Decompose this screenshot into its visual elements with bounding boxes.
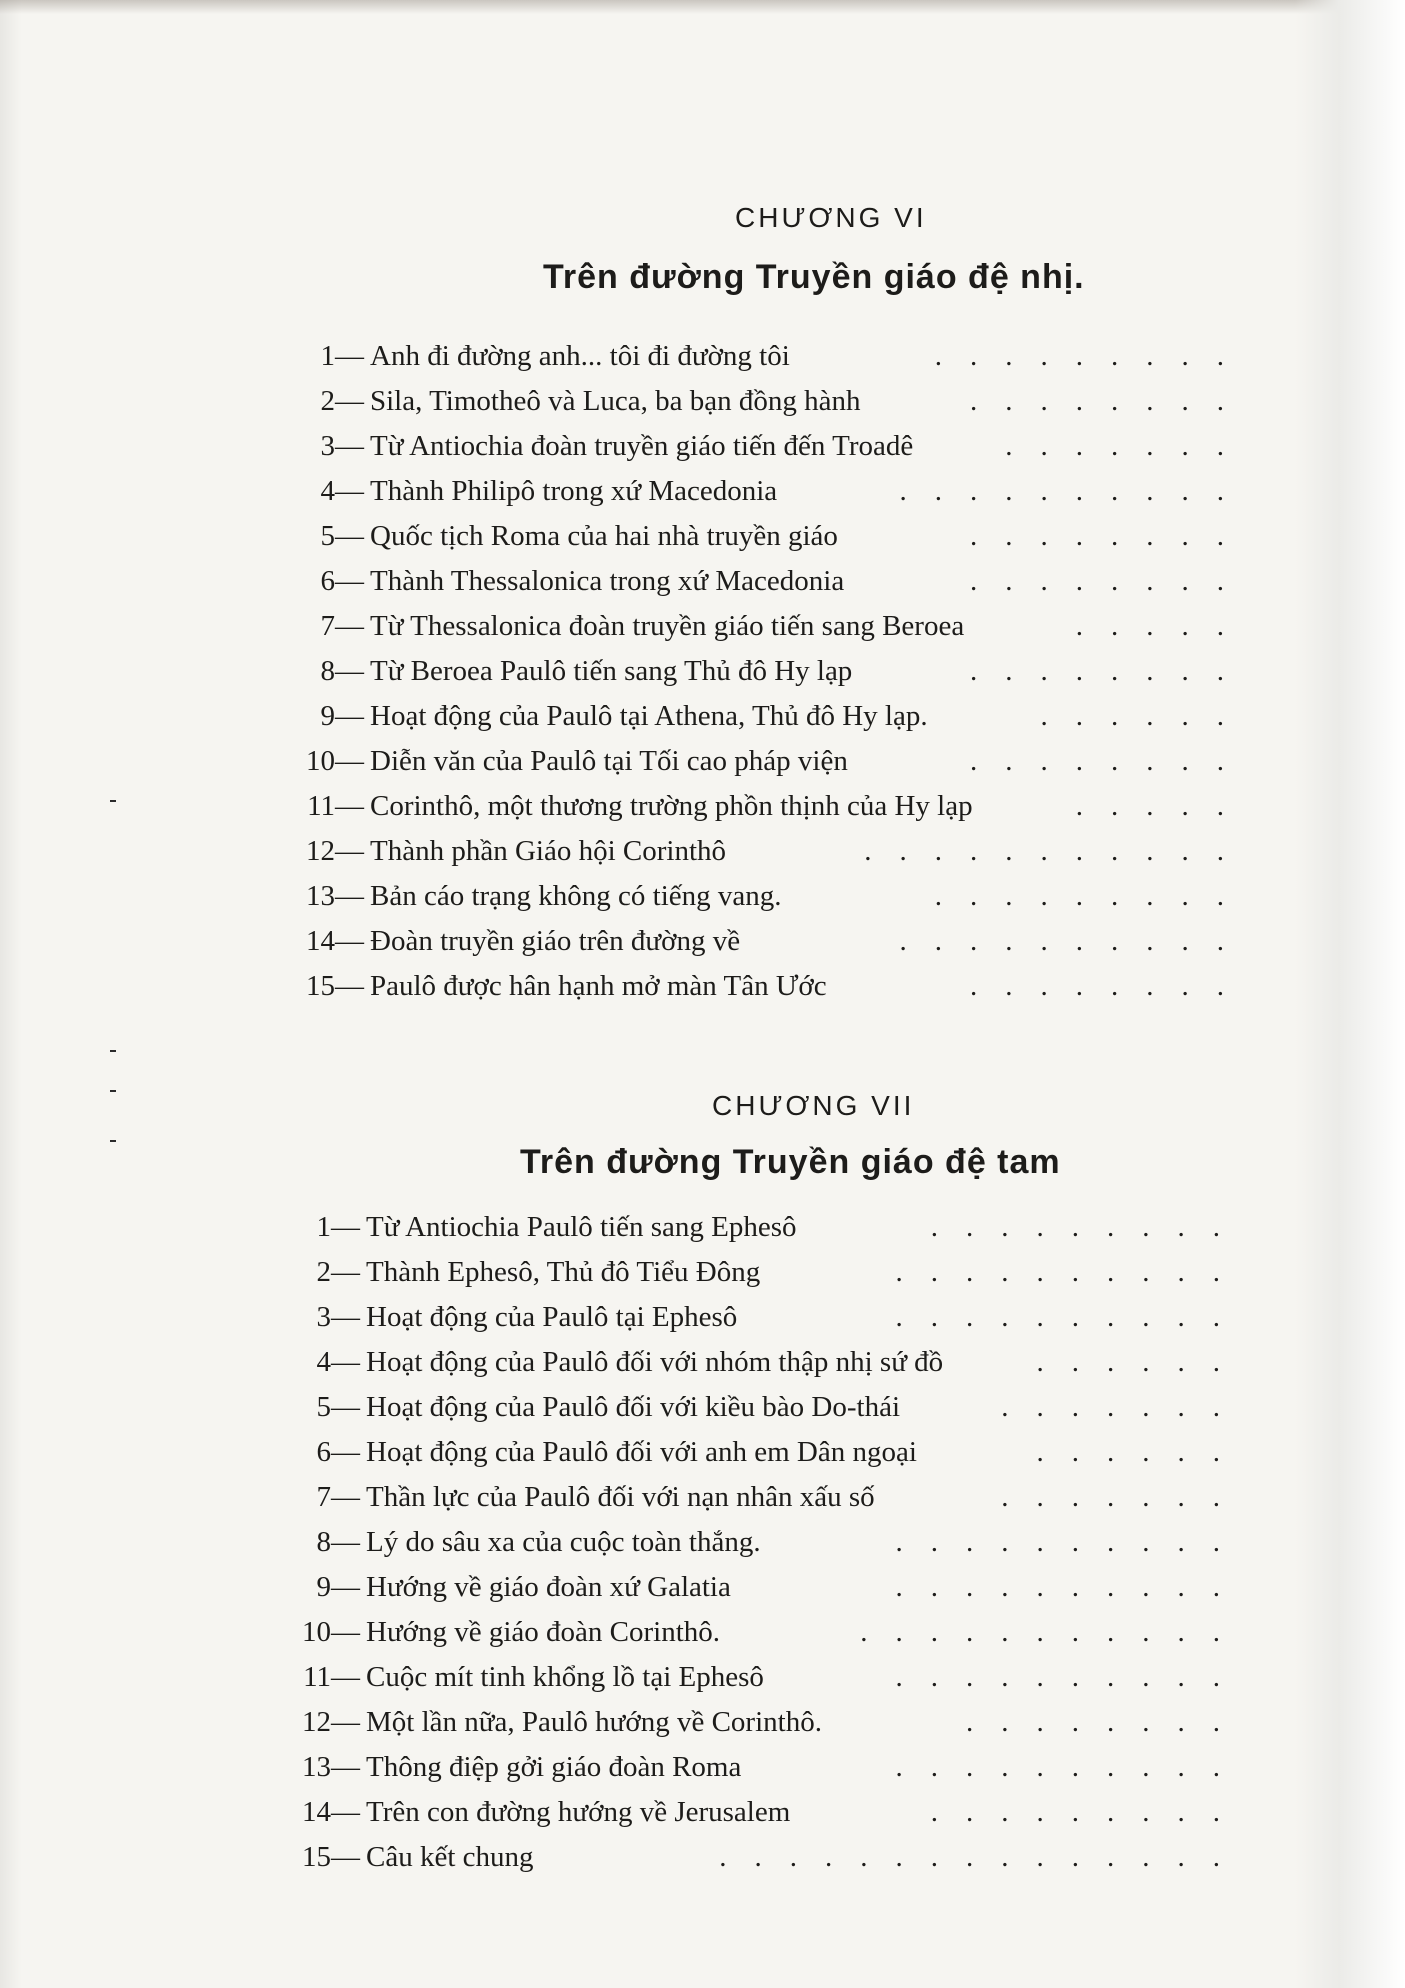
dot-leader: ..........: [899, 475, 1252, 507]
toc-entry: [288, 1340, 1248, 1385]
toc-entry: [292, 784, 1252, 829]
toc-list: [292, 334, 1252, 1009]
entry-number: 7—: [320, 610, 364, 642]
chapter-label: CHƯƠNG VII: [712, 1090, 915, 1121]
toc-entry: [292, 559, 1252, 604]
entry-number: 15—: [302, 1841, 360, 1873]
entry-number: 6—: [320, 565, 364, 597]
entry-title: Thành Philipô trong xứ Macedonia: [370, 475, 778, 507]
dot-leader: ..........: [895, 1571, 1248, 1603]
dot-leader: ........: [966, 1706, 1248, 1738]
toc-entry: [288, 1250, 1248, 1295]
entry-title: Sila, Timotheô và Luca, ba bạn đồng hành: [370, 385, 861, 417]
toc-entry: [288, 1520, 1248, 1565]
dot-leader: .......: [1001, 1481, 1248, 1513]
toc-entry: [288, 1475, 1248, 1520]
toc-entry: [288, 1655, 1248, 1700]
entry-number: 4—: [316, 1346, 360, 1378]
entry-number: 8—: [320, 655, 364, 687]
toc-list: [288, 1205, 1248, 1880]
dot-leader: ........: [970, 745, 1252, 777]
toc-entry: [292, 379, 1252, 424]
dot-leader: ........: [970, 655, 1252, 687]
entry-title: Câu kết chung: [366, 1841, 534, 1873]
entry-number: 10—: [302, 1616, 360, 1648]
dot-leader: ......: [1036, 1346, 1248, 1378]
entry-title: Anh đi đường anh... tôi đi đường tôi: [370, 340, 790, 372]
toc-entry: [292, 829, 1252, 874]
entry-title: Thành phần Giáo hội Corinthô: [370, 835, 727, 867]
toc-entry: [292, 649, 1252, 694]
dot-leader: ...............: [719, 1841, 1248, 1873]
entry-number: 14—: [302, 1796, 360, 1828]
entry-title: Đoàn truyền giáo trên đường về: [370, 925, 741, 957]
entry-title: Quốc tịch Roma của hai nhà truyền giáo: [370, 520, 838, 552]
entry-number: 6—: [316, 1436, 360, 1468]
entry-title: Cuộc mít tinh khổng lồ tại Ephesô: [366, 1661, 764, 1693]
dot-leader: .........: [930, 1211, 1248, 1243]
dot-leader: ..........: [895, 1256, 1248, 1288]
toc-entry: [292, 514, 1252, 559]
entry-title: Từ Thessalonica đoàn truyền giáo tiến sang Beroea: [370, 610, 965, 642]
entry-number: 11—: [303, 1661, 360, 1693]
entry-title: Trên con đường hướng về Jerusalem: [366, 1796, 791, 1828]
dot-leader: .........: [930, 1796, 1248, 1828]
entry-title: Lý do sâu xa của cuộc toàn thắng.: [366, 1526, 761, 1558]
dot-leader: ........: [970, 520, 1252, 552]
toc-entry: [292, 919, 1252, 964]
toc-entry: [292, 694, 1252, 739]
entry-title: Thành Ephesô, Thủ đô Tiểu Đông: [366, 1256, 761, 1288]
entry-number: 1—: [316, 1211, 360, 1243]
entry-number: 2—: [316, 1256, 360, 1288]
toc-entry: [288, 1700, 1248, 1745]
toc-entry: [288, 1790, 1248, 1835]
chapter-title: Trên đường Truyền giáo đệ tam: [520, 1143, 1061, 1181]
entry-number: 5—: [320, 520, 364, 552]
entry-number: 14—: [306, 925, 364, 957]
dot-leader: ........: [970, 970, 1252, 1002]
entry-number: 12—: [302, 1706, 360, 1738]
dot-leader: ..........: [895, 1751, 1248, 1783]
page-right-margin: [1295, 0, 1405, 1988]
chapter-title: Trên đường Truyền giáo đệ nhị.: [543, 258, 1085, 296]
dot-leader: .........: [934, 340, 1252, 372]
margin-mark: [110, 1050, 116, 1052]
entry-title: Bản cáo trạng không có tiếng vang.: [370, 880, 782, 912]
entry-title: Hoạt động của Paulô tại Athena, Thủ đô Hy lạp.: [370, 700, 928, 732]
dot-leader: ..........: [895, 1301, 1248, 1333]
entry-title: Thần lực của Paulô đối với nạn nhân xấu số: [366, 1481, 875, 1513]
entry-title: Corinthô, một thương trường phồn thịnh của Hy lạp: [370, 790, 973, 822]
entry-number: 3—: [320, 430, 364, 462]
entry-number: 13—: [306, 880, 364, 912]
toc-entry: [288, 1385, 1248, 1430]
toc-entry: [288, 1430, 1248, 1475]
dot-leader: ......: [1040, 700, 1252, 732]
entry-number: 5—: [316, 1391, 360, 1423]
margin-mark: [110, 1090, 116, 1092]
entry-number: 12—: [306, 835, 364, 867]
entry-number: 1—: [320, 340, 364, 372]
entry-title: Thành Thessalonica trong xứ Macedonia: [370, 565, 845, 597]
dot-leader: ........: [970, 385, 1252, 417]
entry-number: 4—: [320, 475, 364, 507]
dot-leader: ........: [970, 565, 1252, 597]
dot-leader: ..........: [899, 925, 1252, 957]
toc-entry: [288, 1835, 1248, 1880]
toc-entry: [292, 964, 1252, 1009]
toc-entry: [288, 1205, 1248, 1250]
page-top-edge: [0, 0, 1405, 14]
entry-number: 15—: [306, 970, 364, 1002]
dot-leader: ...........: [860, 1616, 1248, 1648]
entry-number: 13—: [302, 1751, 360, 1783]
toc-entry: [288, 1565, 1248, 1610]
dot-leader: ...........: [864, 835, 1252, 867]
toc-entry: [292, 604, 1252, 649]
entry-number: 11—: [307, 790, 364, 822]
entry-number: 7—: [316, 1481, 360, 1513]
dot-leader: .....: [1075, 610, 1252, 642]
dot-leader: .....: [1075, 790, 1252, 822]
entry-title: Diễn văn của Paulô tại Tối cao pháp viện: [370, 745, 848, 777]
toc-entry: [292, 424, 1252, 469]
entry-title: Hướng về giáo đoàn xứ Galatia: [366, 1571, 731, 1603]
entry-number: 3—: [316, 1301, 360, 1333]
entry-title: Từ Antiochia Paulô tiến sang Ephesô: [366, 1211, 797, 1243]
entry-title: Một lần nữa, Paulô hướng về Corinthô.: [366, 1706, 822, 1738]
entry-title: Hoạt động của Paulô đối với nhóm thập nhị sứ đồ: [366, 1346, 944, 1378]
dot-leader: ......: [1036, 1436, 1248, 1468]
toc-entry: [292, 874, 1252, 919]
entry-title: Từ Antiochia đoàn truyền giáo tiến đến Troadê: [370, 430, 914, 462]
toc-entry: [292, 469, 1252, 514]
dot-leader: .........: [934, 880, 1252, 912]
entry-title: Thông điệp gởi giáo đoàn Roma: [366, 1751, 742, 1783]
chapter-label: CHƯƠNG VI: [735, 202, 927, 233]
entry-title: Hoạt động của Paulô đối với anh em Dân ngoại: [366, 1436, 917, 1468]
entry-number: 10—: [306, 745, 364, 777]
dot-leader: ..........: [895, 1526, 1248, 1558]
entry-title: Paulô được hân hạnh mở màn Tân Ước: [370, 970, 827, 1002]
entry-title: Hoạt động của Paulô đối với kiều bào Do-thái: [366, 1391, 901, 1423]
margin-mark: [110, 800, 116, 802]
toc-entry: [292, 334, 1252, 379]
entry-number: 9—: [316, 1571, 360, 1603]
entry-title: Từ Beroea Paulô tiến sang Thủ đô Hy lạp: [370, 655, 853, 687]
entry-title: Hoạt động của Paulô tại Ephesô: [366, 1301, 738, 1333]
entry-number: 2—: [320, 385, 364, 417]
entry-number: 8—: [316, 1526, 360, 1558]
margin-mark: [110, 1140, 116, 1142]
dot-leader: ..........: [895, 1661, 1248, 1693]
dot-leader: .......: [1005, 430, 1252, 462]
toc-entry: [292, 739, 1252, 784]
entry-title: Hướng về giáo đoàn Corinthô.: [366, 1616, 721, 1648]
toc-entry: [288, 1745, 1248, 1790]
dot-leader: .......: [1001, 1391, 1248, 1423]
toc-entry: [288, 1610, 1248, 1655]
entry-number: 9—: [320, 700, 364, 732]
toc-entry: [288, 1295, 1248, 1340]
